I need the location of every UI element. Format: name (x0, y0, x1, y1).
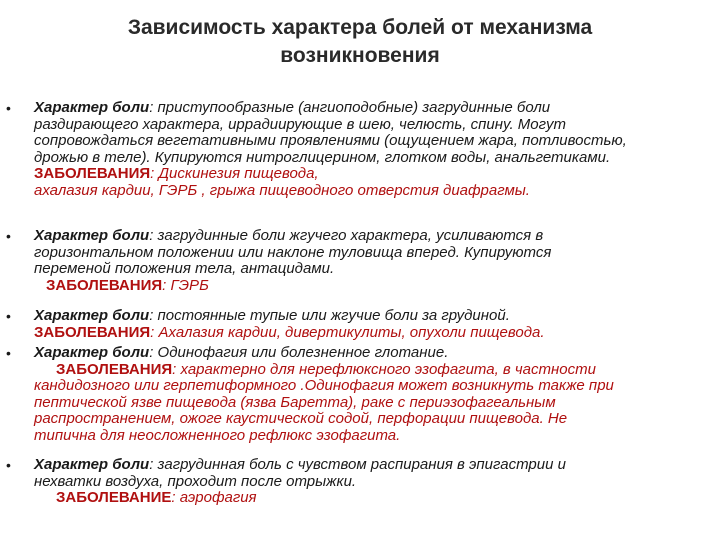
disease-line (34, 166, 714, 183)
disease-line (34, 278, 714, 295)
disease-text: : характерно для нерефлюксного эзофагита, в частности (172, 360, 596, 378)
disease-label: ЗАБОЛЕВАНИЯ (34, 323, 151, 341)
pain-label: Характер боли (34, 227, 150, 244)
disease-line: типична для неосложненного рефлюкс эзофагита. (34, 426, 401, 444)
bullet-icon: • (6, 228, 11, 244)
disease-text: : Дискинезия пищевода, (150, 165, 319, 183)
item-line (34, 457, 714, 474)
disease-line (34, 490, 714, 507)
pain-label: Характер боли (34, 99, 150, 116)
disease-label: ЗАБОЛЕВАНИЯ (46, 276, 163, 294)
bullet-icon: • (6, 100, 11, 116)
item-line (34, 308, 714, 325)
disease-label: ЗАБОЛЕВАНИЯ (56, 360, 173, 378)
list-item (6, 307, 714, 341)
pain-label: Характер боли (34, 344, 150, 361)
pain-label: Характер боли (34, 307, 150, 324)
pain-text: : загрудинная боль с чувством распирания в эпигастрии и (149, 456, 566, 473)
title-line-2: возникновения (280, 44, 440, 67)
disease-line: кандидозного или герпетиформного .Одинофагия может возникнуть также при (34, 377, 614, 395)
disease-label: ЗАБОЛЕВАНИЕ (56, 489, 172, 507)
list-item (6, 344, 714, 445)
bullet-icon: • (6, 308, 11, 324)
item-line: дрожью в теле). Купируются нитроглицерином, глотком воды, анальгетиками. (34, 148, 611, 166)
item-line (34, 345, 714, 362)
list-item (6, 456, 714, 507)
item-line: нехватки воздуха, проходит после отрыжки. (34, 472, 357, 490)
item-line: переменой положения тела, антацидами. (34, 260, 335, 278)
slide-title (0, 14, 720, 70)
disease-line: пептической язве пищевода (язва Баретта), раке с периэзофагеальным (34, 393, 556, 411)
item-line: раздирающего характера, иррадиирующие в шею, челюсть, спину. Могут (34, 115, 567, 133)
title-line-1: Зависимость характера болей от механизма (127, 16, 593, 39)
item-line (34, 100, 714, 117)
pain-text: : приступообразные (ангиоподобные) загрудинные боли (149, 99, 551, 116)
pain-text: : Одинофагия или болезненное глотание. (149, 344, 449, 361)
pain-text: : загрудинные боли жгучего характера, усиливаются в (149, 227, 544, 244)
bullet-icon: • (6, 457, 11, 473)
item-line: сопровождаться вегетативными проявлениями (ощущением жара, потливостью, (34, 132, 627, 150)
disease-line (34, 325, 714, 342)
bullet-icon: • (6, 345, 11, 361)
disease-line (34, 362, 714, 379)
list-item (6, 99, 714, 200)
item-line: горизонтальном положении или наклоне туловища вперед. Купируются (34, 243, 552, 261)
disease-text: : Ахалазия кардии, дивертикулиты, опухоли пищевода. (150, 323, 545, 341)
item-line (34, 228, 714, 245)
list-item (6, 227, 714, 294)
disease-text: : ГЭРБ (162, 276, 209, 294)
pain-text: : постоянные тупые или жгучие боли за грудиной. (149, 307, 510, 324)
disease-line: ахалазия кардии, ГЭРБ , грыжа пищеводного отверстия диафрагмы. (34, 181, 530, 199)
disease-text: : аэрофагия (171, 489, 257, 507)
pain-label: Характер боли (34, 456, 150, 473)
disease-label: ЗАБОЛЕВАНИЯ (34, 165, 151, 183)
disease-line: распространением, ожоге каустической содой, перфорации пищевода. Не (34, 410, 568, 428)
